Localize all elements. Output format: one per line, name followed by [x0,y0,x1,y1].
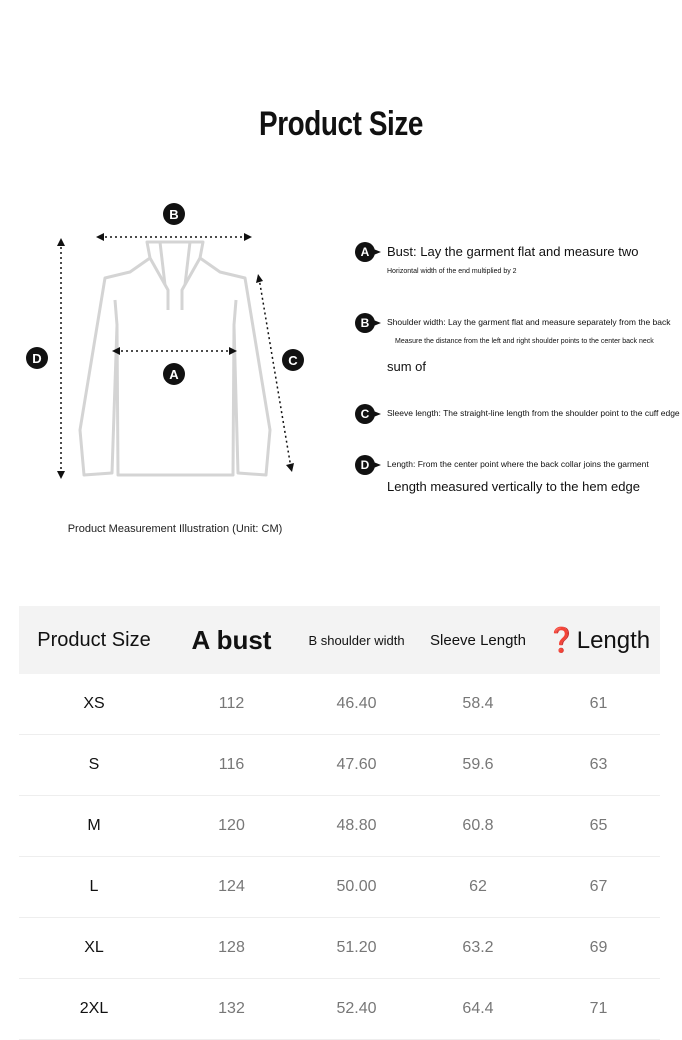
marker-d [26,347,48,369]
svg-text:D: D [32,351,42,366]
badge-d: D [355,455,375,475]
svg-text:C: C [288,353,298,368]
size-cell: M [87,817,101,834]
shoulder-cell: 51.20 [336,939,377,956]
bust-cell: 124 [218,878,245,895]
legend-b-line3: sum of [387,359,427,374]
shirt-illustration [0,190,340,490]
legend-d-line2: Length measured vertically to the hem edge [387,479,640,494]
legend-d-line1: Length: From the center point where the back collar joins the garment [387,459,649,469]
table-body [19,674,660,1040]
svg-text:B: B [169,207,179,222]
badge-a: A [355,242,375,262]
header-sleeve-length: Sleeve Length [430,631,526,649]
size-table [19,606,660,1040]
header-bust: A bust [191,624,272,655]
size-cell: 2XL [79,1000,109,1017]
table-header [19,606,660,674]
table-row [19,918,660,979]
badge-c: C [355,404,375,424]
shoulder-cell: 52.40 [336,1000,377,1017]
size-cell: XL [84,939,104,956]
header-product-size: Product Size [37,628,151,651]
size-cell: S [88,756,100,773]
shoulder-cell: 48.80 [336,817,377,834]
size-cell: L [89,878,99,895]
badge-b: B [355,313,375,333]
table-row [19,796,660,857]
legend-b-line1: Shoulder width: Lay the garment flat and measure separately from the back [387,317,671,327]
sleeve-cell: 60.8 [462,817,494,834]
bust-cell: 120 [218,817,245,834]
header-length: ❓Length [546,626,651,654]
legend-a-line1: Bust: Lay the garment flat and measure two [387,244,639,259]
shoulder-cell: 46.40 [336,695,377,712]
legend-b-line2: Measure the distance from the left and right shoulder points to the center back neck [395,338,654,345]
table-row [19,735,660,796]
bust-cell: 112 [218,695,245,712]
sleeve-cell: 62 [469,878,487,895]
diagram-caption: Product Measurement Illustration (Unit: CM) [67,523,283,535]
bust-cell: 128 [218,939,245,956]
size-cell: XS [83,695,105,712]
length-cell: 61 [589,695,608,712]
shoulder-cell: 47.60 [336,756,377,773]
table-row [19,857,660,918]
length-cell: 63 [589,756,608,773]
marker-b [163,203,185,225]
marker-a [163,363,185,385]
sleeve-cell: 58.4 [462,695,494,712]
shoulder-cell: 50.00 [336,878,377,895]
legend-a-line2: Horizontal width of the end multiplied by 2 [387,268,517,275]
bust-cell: 132 [218,1000,245,1017]
svg-text:A: A [169,367,179,382]
length-cell: 71 [589,1000,608,1017]
measurement-diagram [0,190,340,490]
sleeve-cell: 64.4 [462,1000,494,1017]
sleeve-cell: 63.2 [462,939,494,956]
table-row [19,979,660,1040]
header-shoulder-width: B shoulder width [308,632,405,648]
table-row [19,674,660,735]
length-cell: 69 [589,939,608,956]
bust-cell: 116 [218,756,245,773]
marker-c [282,349,304,371]
length-cell: 65 [589,817,608,834]
length-cell: 67 [589,878,608,895]
legend-c-line1: Sleeve length: The straight-line length from the shoulder point to the cuff edge [387,408,680,418]
page-title: Product Size [259,105,423,143]
sleeve-cell: 59.6 [462,756,494,773]
